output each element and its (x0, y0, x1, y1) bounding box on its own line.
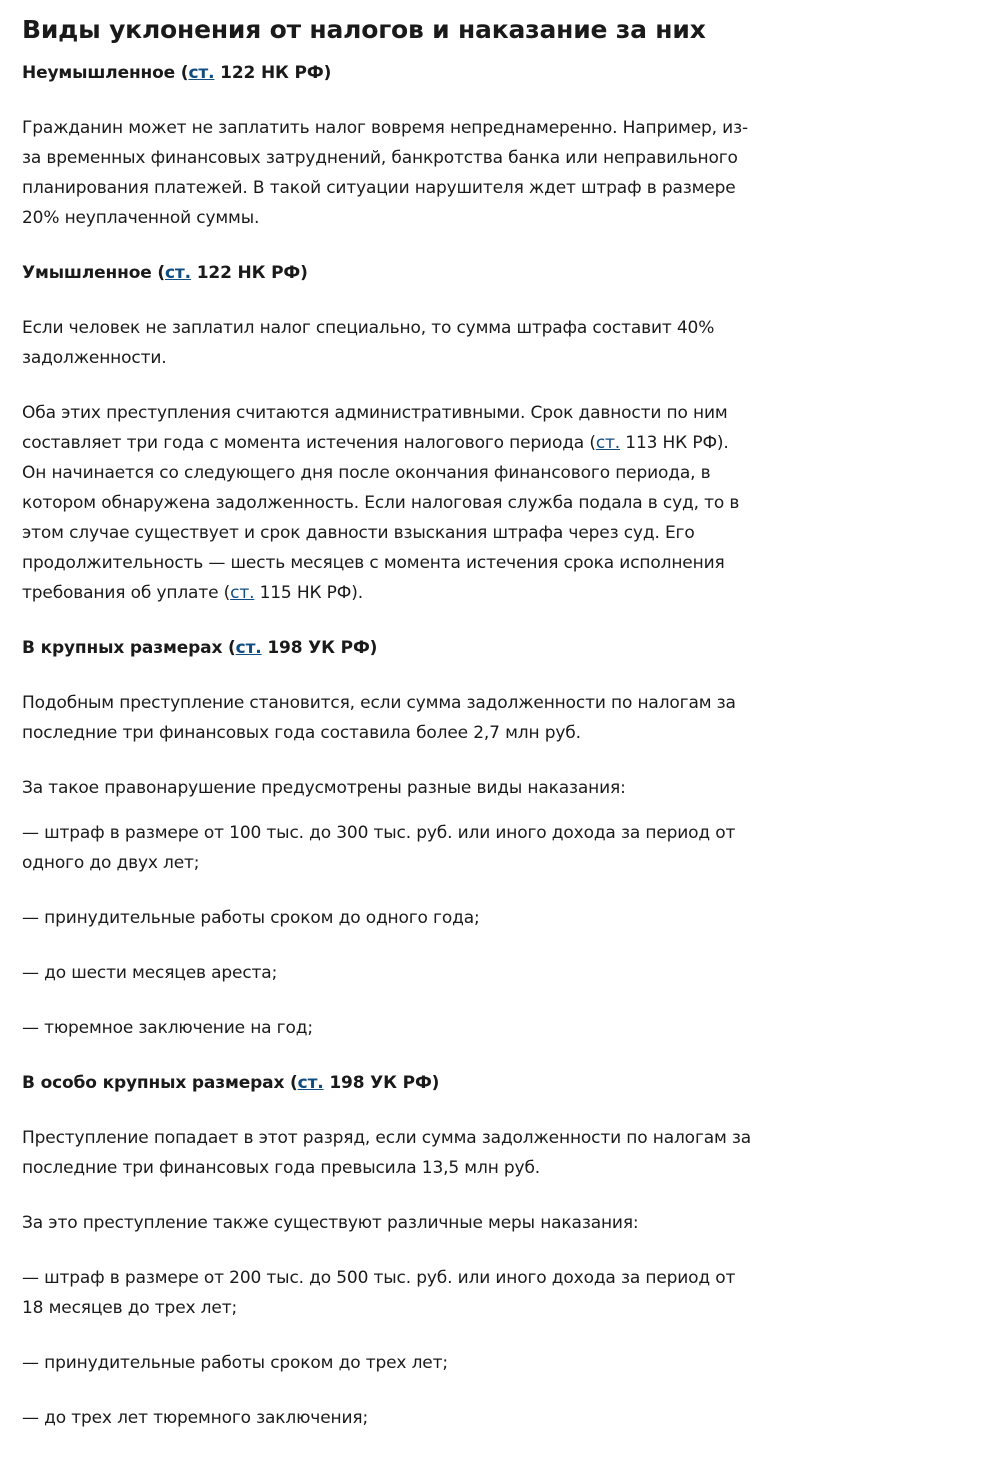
penalty-item: — принудительные работы сроком до одного года; (22, 908, 480, 928)
article-link-115[interactable]: ст. (230, 583, 255, 603)
subheading-text: 198 УК РФ) (323, 1073, 440, 1093)
paragraph-very-large: Преступление попадает в этот разряд, если сумма задолженности по налогам за последние три финансовых года превысила 13,5 млн руб. (22, 1128, 752, 1178)
subheading-text: В особо крупных размерах ( (22, 1073, 298, 1093)
subheading-text: 122 НК РФ) (214, 63, 332, 83)
subheading-unintentional (22, 58, 752, 88)
subheading-large (22, 633, 752, 663)
subheading-intentional (22, 258, 752, 288)
subheading-text: Неумышленное ( (22, 63, 189, 83)
paragraph-unintentional: Гражданин может не заплатить налог вовремя непреднамеренно. Например, из-за временных финансовых затруднений, банкротства банка или неправильного планирования платежей. В такой ситуации нарушителя ждет штраф в размере 20% неуплаченной суммы. (22, 118, 748, 228)
subheading-text: В крупных размерах ( (22, 638, 236, 658)
paragraph-text: 115 НК РФ). (254, 583, 363, 603)
penalties-intro: За это преступление также существуют различные меры наказания: (22, 1213, 639, 1233)
subheading-text: 198 УК РФ) (261, 638, 378, 658)
penalty-item: — штраф в размере от 200 тыс. до 500 тыс. руб. или иного дохода за период от 18 месяцев до трех лет; (22, 1268, 736, 1318)
paragraph-large: Подобным преступление становится, если сумма задолженности по налогам за последние три финансовых года составила более 2,7 млн руб. (22, 693, 736, 743)
subheading-text: Умышленное ( (22, 263, 165, 283)
paragraph-text: 113 НК РФ). Он начинается со следующего дня после окончания финансового периода, в котором обнаружена задолженность. Если налоговая служба подала в суд, то в этом случае существует и срок давности взыскания штрафа через суд. Его продолжительность — шесть месяцев с момента истечения срока исполнения требования об уплате ( (22, 433, 740, 603)
penalty-item: — принудительные работы сроком до трех лет; (22, 1353, 448, 1373)
article-link-198[interactable]: ст. (297, 1073, 324, 1093)
subheading-very-large (22, 1068, 752, 1098)
penalty-item: — до шести месяцев ареста; (22, 963, 278, 983)
article-link-198[interactable]: ст. (235, 638, 262, 658)
article-link-122[interactable]: ст. (188, 63, 215, 83)
paragraph-limitation (22, 398, 752, 608)
article-link-122[interactable]: ст. (165, 263, 191, 283)
penalty-item: — штраф в размере от 100 тыс. до 300 тыс. руб. или иного дохода за период от одного до двух лет; (22, 823, 736, 873)
penalties-intro: За такое правонарушение предусмотрены разные виды наказания: (22, 778, 626, 798)
paragraph-text: Оба этих преступления считаются административными. Срок давности по ним составляет три года с момента истечения налогового периода ( (22, 403, 728, 453)
subheading-text: 122 НК РФ) (190, 263, 308, 283)
penalty-item: — до трех лет тюремного заключения; (22, 1408, 369, 1428)
paragraph-intentional: Если человек не заплатил налог специально, то сумма штрафа составит 40% задолженности. (22, 318, 715, 368)
penalty-item: — тюремное заключение на год; (22, 1018, 313, 1038)
article-link-113[interactable]: ст. (595, 433, 621, 453)
article-title: Виды уклонения от налогов и наказание за них (22, 15, 706, 44)
